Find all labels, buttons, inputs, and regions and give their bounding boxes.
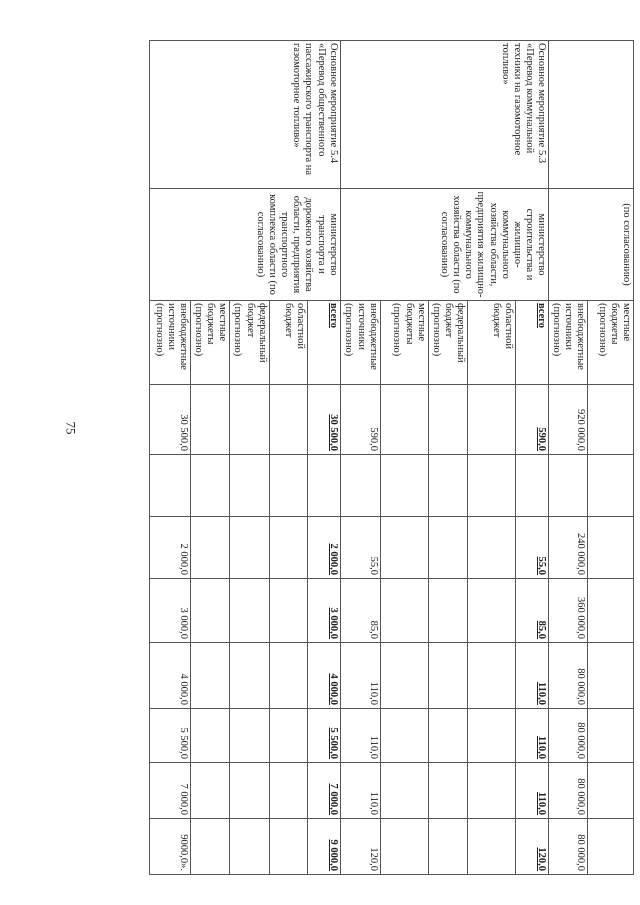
- amount-cell: [380, 819, 428, 875]
- amount-cell: [548, 455, 587, 517]
- event-name-cell: Основное мероприятие 5.4 «Перевод общественного пассажирского транспорта на газомоторное топливо»: [150, 41, 340, 189]
- event-name-cell: Основное мероприятие 5.3 «Перевод коммунальной техники на газомоторное топливо»: [340, 41, 548, 189]
- amount-cell: [428, 579, 467, 643]
- amount-cell: [191, 709, 230, 763]
- amount-cell: [191, 819, 230, 875]
- amount-cell: [588, 517, 634, 579]
- amount-cell: [428, 819, 467, 875]
- amount-cell: 2 000,0: [150, 517, 191, 579]
- amount-cell: [380, 709, 428, 763]
- amount-cell: [307, 455, 340, 517]
- table-row: [307, 41, 340, 875]
- amount-cell: [230, 709, 269, 763]
- table-row: [515, 41, 548, 875]
- executor-cell: (по согласованию): [548, 189, 633, 301]
- funding-source-cell: внебюджетные источники (прогнозно): [548, 301, 587, 385]
- amount-cell: [515, 455, 548, 517]
- amount-cell: [428, 763, 467, 819]
- amount-cell: [269, 455, 307, 517]
- amount-cell: [230, 763, 269, 819]
- amount-cell: 7 000,0: [150, 763, 191, 819]
- amount-cell: 3 000,0: [150, 579, 191, 643]
- amount-cell: [150, 455, 191, 517]
- amount-cell: 55,0: [515, 517, 548, 579]
- amount-cell: [340, 455, 380, 517]
- amount-cell: 5 500,0: [307, 709, 340, 763]
- amount-cell: [380, 385, 428, 455]
- amount-cell: [191, 643, 230, 709]
- amount-cell: [269, 517, 307, 579]
- amount-cell: [380, 763, 428, 819]
- amount-cell: [588, 643, 634, 709]
- amount-cell: [230, 517, 269, 579]
- amount-cell: 240 000,0: [548, 517, 587, 579]
- amount-cell: 920 000,0: [548, 385, 587, 455]
- amount-cell: [269, 709, 307, 763]
- funding-source-cell: местные бюджеты (прогнозно): [191, 301, 230, 385]
- amount-cell: 30 500,0: [307, 385, 340, 455]
- amount-cell: 80 000,0: [548, 819, 587, 875]
- amount-cell: 9 000,0: [307, 819, 340, 875]
- amount-cell: 4 000,0: [150, 643, 191, 709]
- amount-cell: [428, 643, 467, 709]
- funding-source-cell: всего: [307, 301, 340, 385]
- funding-source-cell: местные бюджеты (прогнозно): [588, 301, 634, 385]
- amount-cell: [191, 579, 230, 643]
- amount-cell: 80 000,0: [548, 643, 587, 709]
- funding-source-cell: областной бюджет: [269, 301, 307, 385]
- funding-source-cell: внебюджетные источники (прогнозно): [340, 301, 380, 385]
- amount-cell: [467, 579, 515, 643]
- amount-cell: [269, 579, 307, 643]
- amount-cell: 110,0: [340, 763, 380, 819]
- amount-cell: [588, 455, 634, 517]
- amount-cell: [428, 455, 467, 517]
- amount-cell: [191, 517, 230, 579]
- amount-cell: [588, 709, 634, 763]
- amount-cell: [230, 385, 269, 455]
- amount-cell: 2 000,0: [307, 517, 340, 579]
- amount-cell: 30 500,0: [150, 385, 191, 455]
- table-row: [588, 41, 634, 875]
- amount-cell: 110,0: [515, 643, 548, 709]
- amount-cell: 5 500,0: [150, 709, 191, 763]
- amount-cell: [269, 385, 307, 455]
- amount-cell: [380, 517, 428, 579]
- funding-source-cell: федеральный бюджет (прогнозно): [428, 301, 467, 385]
- amount-cell: [428, 517, 467, 579]
- event-name-cell: [548, 41, 633, 189]
- funding-source-cell: местные бюджеты (прогнозно): [380, 301, 428, 385]
- amount-cell: [428, 709, 467, 763]
- amount-cell: [467, 709, 515, 763]
- amount-cell: 590,0: [340, 385, 380, 455]
- funding-source-cell: внебюджетные источники (прогнозно): [150, 301, 191, 385]
- amount-cell: [467, 643, 515, 709]
- amount-cell: 110,0: [340, 643, 380, 709]
- amount-cell: 110,0: [515, 709, 548, 763]
- rotated-table-frame: [95, 40, 634, 874]
- amount-cell: 120,0: [340, 819, 380, 875]
- amount-cell: [269, 763, 307, 819]
- amount-cell: 3 000,0: [307, 579, 340, 643]
- amount-cell: [230, 643, 269, 709]
- executor-cell: министерство транспорта и дорожного хозяйства области, предприятия транспортного комплекса области (по согласованию): [150, 189, 340, 301]
- amount-cell: [230, 819, 269, 875]
- amount-cell: [588, 763, 634, 819]
- amount-cell: 80 000,0: [548, 709, 587, 763]
- amount-cell: 360 000,0: [548, 579, 587, 643]
- amount-cell: [588, 385, 634, 455]
- amount-cell: [380, 455, 428, 517]
- amount-cell: [191, 385, 230, 455]
- executor-cell: министерство строительства и жилищно-коммунального хозяйства области, предприятия жилищно-коммунального хозяйства области (по согласованию): [340, 189, 548, 301]
- amount-cell: [588, 819, 634, 875]
- amount-cell: [588, 579, 634, 643]
- funding-source-cell: федеральный бюджет (прогнозно): [230, 301, 269, 385]
- amount-cell: 110,0: [515, 763, 548, 819]
- amount-cell: 4 000,0: [307, 643, 340, 709]
- amount-cell: [230, 579, 269, 643]
- funding-source-cell: областной бюджет: [467, 301, 515, 385]
- amount-cell: [467, 517, 515, 579]
- amount-cell: [191, 763, 230, 819]
- budget-table-container: [95, 40, 634, 874]
- amount-cell: [380, 643, 428, 709]
- amount-cell: 120,0: [515, 819, 548, 875]
- amount-cell: 9000,0».: [150, 819, 191, 875]
- amount-cell: 85,0: [340, 579, 380, 643]
- amount-cell: [467, 763, 515, 819]
- amount-cell: [467, 455, 515, 517]
- amount-cell: [467, 819, 515, 875]
- amount-cell: 7 000,0: [307, 763, 340, 819]
- amount-cell: [428, 385, 467, 455]
- amount-cell: [380, 579, 428, 643]
- amount-cell: 590,0: [515, 385, 548, 455]
- page-number: 75: [63, 421, 79, 435]
- amount-cell: 80 000,0: [548, 763, 587, 819]
- amount-cell: 110,0: [340, 709, 380, 763]
- amount-cell: [467, 385, 515, 455]
- amount-cell: [191, 455, 230, 517]
- funding-source-cell: всего: [515, 301, 548, 385]
- amount-cell: [230, 455, 269, 517]
- budget-table: [149, 40, 634, 875]
- amount-cell: [269, 819, 307, 875]
- amount-cell: [269, 643, 307, 709]
- amount-cell: 55,0: [340, 517, 380, 579]
- amount-cell: 85,0: [515, 579, 548, 643]
